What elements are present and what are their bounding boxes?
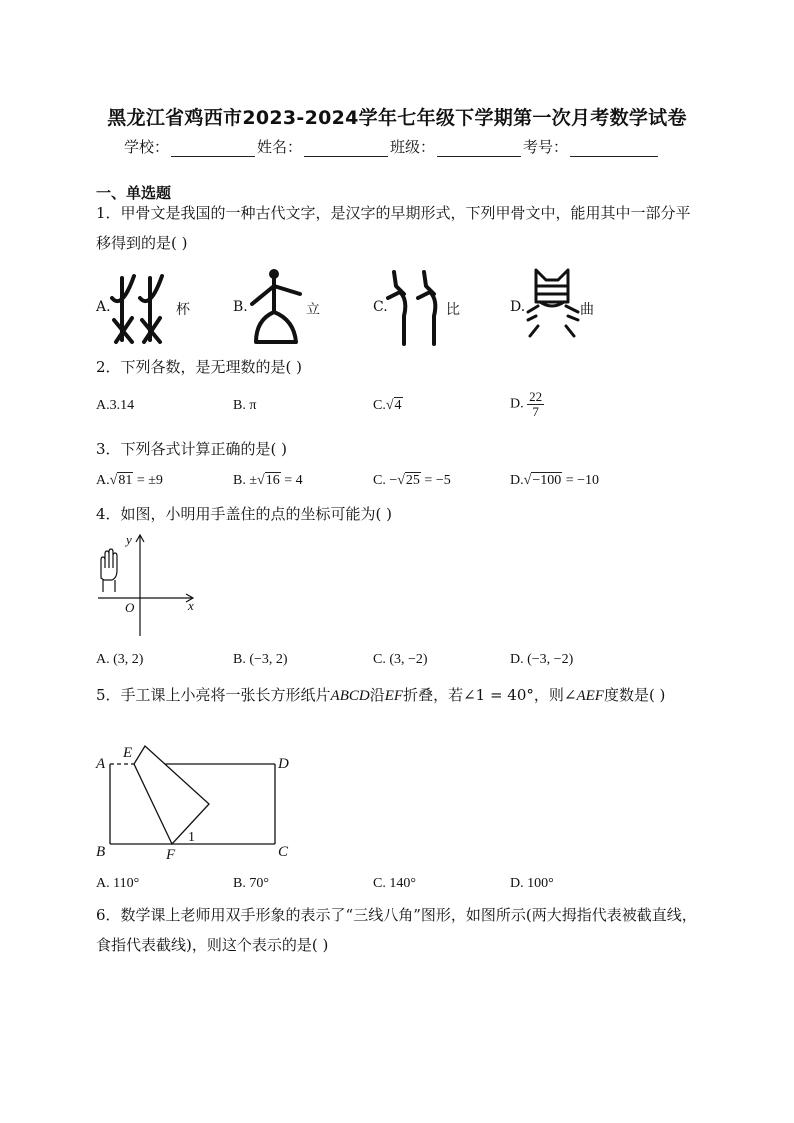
q5-text-part: 5．手工课上小亮将一张长方形纸片 [96,686,331,704]
x-axis-label: x [188,598,194,613]
name-label: 姓名： [257,138,303,156]
numerator: 22 [529,389,543,404]
student-info-row [124,136,660,157]
exam-no-blank[interactable] [570,140,658,157]
point-f-label: F [166,847,176,863]
sqrt-symbol: √ [385,398,394,413]
oracle-li-glyph-icon [244,268,306,348]
q5-fold-figure [92,740,302,866]
folded-flap [134,746,209,844]
q1-option-b-char: 立 [306,302,320,318]
q5-angle-name: AEF [576,688,604,704]
q4-option-c[interactable]: C. (3, −2) [373,652,428,667]
q4-coordinate-figure [94,530,206,640]
question-4-text: 4．如图，小明用手盖住的点的坐标可能为( ) [96,505,393,523]
q4-option-a[interactable]: A. (3, 2) [96,652,144,667]
question-6-text: 6．数学课上老师用双手形象的表示了“三线八角”图形，如图所示(两大拇指代表被截直线，食指代表截线)，则这个表示的是( ) [96,906,697,954]
question-5-text [96,680,700,711]
section-heading: 一、单选题 [96,184,172,202]
q2-option-c[interactable] [373,398,403,414]
option-label: D. [510,396,524,412]
q5-text-part: 度数是( ) [603,686,666,704]
expression-rest: = −10 [562,473,600,488]
option-label: A. [96,473,110,488]
option-label: D. [510,473,524,488]
radicand: 25 [405,473,420,488]
radicand: 16 [265,473,280,488]
school-label: 学校： [124,138,170,156]
expression-rest: = −5 [420,473,451,488]
q5-text-part: 沿 [369,686,385,704]
q5-option-d[interactable]: D. 100° [510,876,554,891]
hand-icon [101,549,117,592]
question-3-text: 3．下列各式计算正确的是( ) [96,440,288,458]
exam-no-label: 考号： [523,138,569,156]
option-label: C. − [373,473,398,488]
option-label: B. ± [233,473,258,488]
q3-option-c[interactable] [373,473,451,489]
class-blank[interactable] [437,140,521,157]
question-2-text: 2．下列各数，是无理数的是( ) [96,358,303,376]
page-title: 黑龙江省鸡西市2023-2024学年七年级下学期第一次月考数学试卷 [107,107,687,129]
q5-option-a[interactable]: A. 110° [96,876,140,891]
option-label: B. [233,299,248,315]
option-label: A. [96,299,111,315]
oracle-bi-glyph-icon [386,268,446,348]
point-a-label: A [96,756,106,772]
q5-line-name: EF [384,688,404,704]
q5-option-b[interactable]: B. 70° [233,876,269,891]
radicand: 81 [118,473,133,488]
point-e-label: E [123,745,133,761]
q4-option-b[interactable]: B. (−3, 2) [233,652,288,667]
denominator: 7 [532,404,539,419]
radicand: −100 [532,473,562,488]
school-blank[interactable] [171,140,255,157]
sqrt-symbol: √ [397,473,405,488]
oracle-bei-glyph-icon [110,270,180,345]
point-d-label: D [278,756,289,772]
q1-option-a-char: 杯 [176,302,190,318]
class-label: 班级： [390,138,436,156]
option-label: D. [510,299,526,315]
q5-text-part: 折叠，若∠1 = 40°，则∠ [403,686,577,704]
q1-option-d[interactable] [510,299,525,315]
point-c-label: C [278,844,289,860]
fraction [527,390,544,419]
oracle-qu-glyph-icon [524,266,582,342]
q1-option-d-char: 曲 [580,302,594,318]
q5-rect-name: ABCD [330,688,370,704]
angle-1-label: 1 [188,830,195,845]
radicand: 4 [394,398,402,413]
sqrt-symbol: √ [523,473,532,488]
origin-label: O [125,600,135,615]
option-label: C. [373,299,388,315]
name-blank[interactable] [304,140,388,157]
sqrt-symbol: √ [257,473,265,488]
q3-option-b[interactable] [233,473,303,489]
q3-option-a[interactable] [96,473,163,489]
q2-option-d[interactable] [510,390,544,419]
y-axis-label: y [126,532,132,547]
option-label: C. [373,398,386,413]
q5-option-c[interactable]: C. 140° [373,876,416,891]
q2-option-b[interactable]: B. π [233,398,257,413]
q2-option-a[interactable]: A.3.14 [96,398,135,413]
question-1-text: 1．甲骨文是我国的一种古代文字，是汉字的早期形式，下列甲骨文中，能用其中一部分平移得到的是( ) [96,204,691,252]
q1-option-a[interactable] [96,299,111,315]
point-b-label: B [96,844,106,860]
expression-rest: = ±9 [133,473,163,488]
q3-option-d[interactable] [510,473,599,489]
expression-rest: = 4 [280,473,303,488]
sqrt-symbol: √ [109,473,118,488]
q1-option-c-char: 比 [446,302,460,318]
q4-option-d[interactable]: D. (−3, −2) [510,652,574,667]
